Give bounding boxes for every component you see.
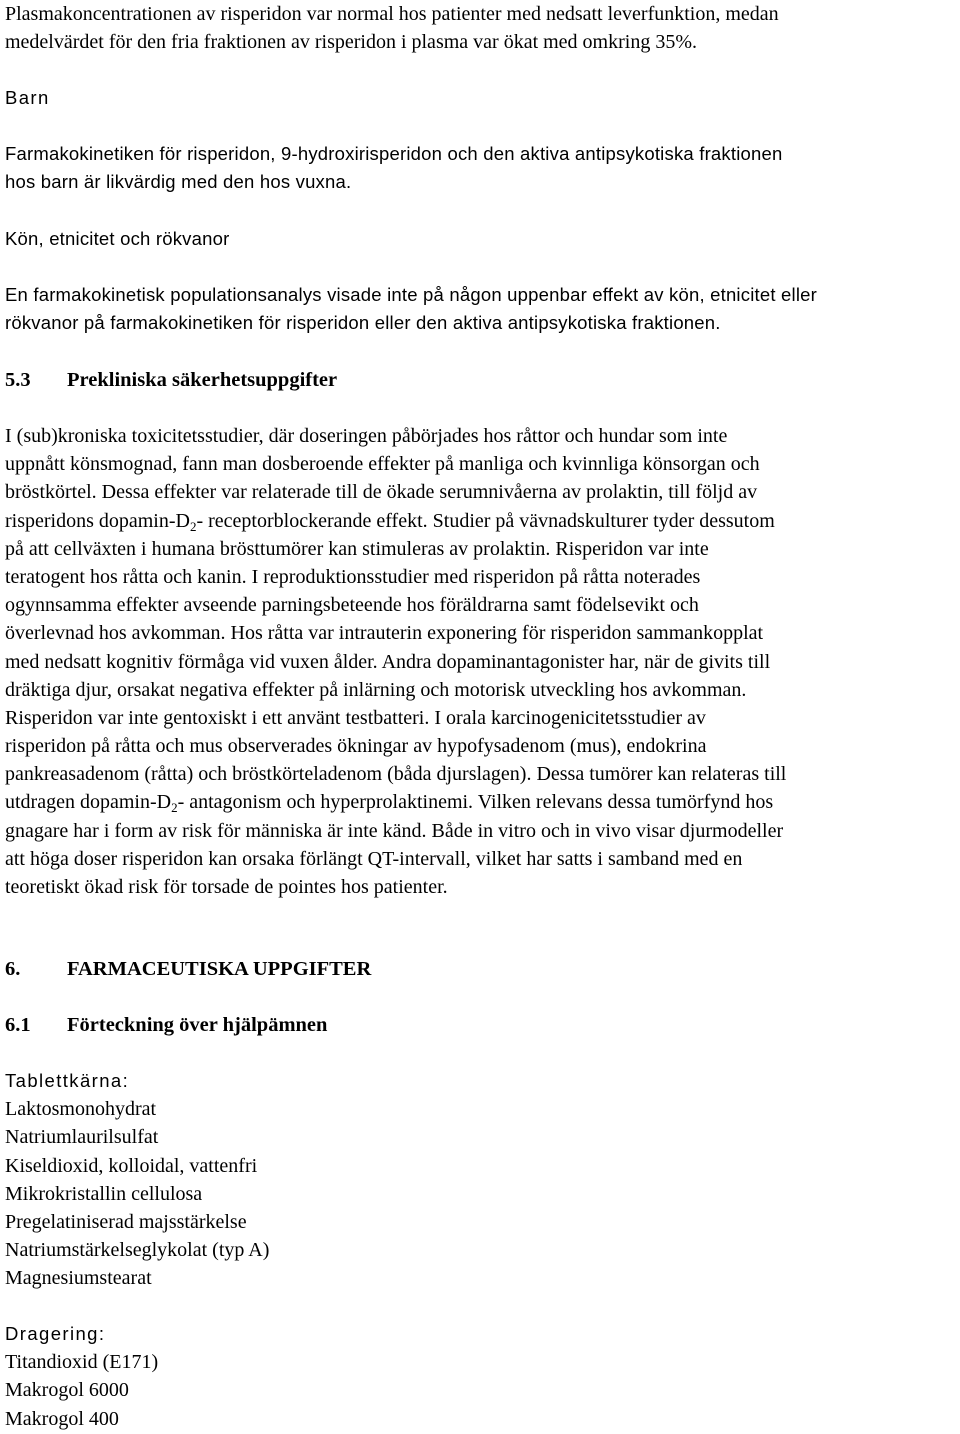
list-item: Laktosmonohydrat xyxy=(5,1098,157,1121)
list-item: Kiseldioxid, kolloidal, vattenfri xyxy=(5,1154,258,1177)
text-line: teratogent hos råtta och kanin. I reproduktionsstudier med risperidon på råtta noterades xyxy=(5,565,701,588)
list-item: Pregelatiniserad majsstärkelse xyxy=(5,1210,247,1233)
list-item: Natriumstärkelseglykolat (typ A) xyxy=(5,1239,270,1262)
section-5-3-paragraph xyxy=(5,422,957,901)
text-line: att höga doser risperidon kan orsaka förlängt QT-intervall, vilket har satts i samband med en xyxy=(5,847,743,870)
text-line xyxy=(5,788,957,816)
text-line: med nedsatt kognitiv förmåga vid vuxen ålder. Andra dopaminantagonister har, när de givits till xyxy=(5,650,771,673)
list-item: Natriumlaurilsulfat xyxy=(5,1126,159,1149)
text-line: hos barn är likvärdig med den hos vuxna. xyxy=(5,171,352,193)
intro-paragraph xyxy=(5,0,957,56)
text-line xyxy=(5,507,957,535)
list-item: Titandioxid (E171) xyxy=(5,1351,159,1374)
subscript: 2 xyxy=(171,800,178,816)
section-number: 5.3 xyxy=(5,369,31,391)
text-line: bröstkörtel. Dessa effekter var relaterade till de ökade serumnivåerna av prolaktin, till följd av xyxy=(5,481,758,504)
section-title: FARMACEUTISKA UPPGIFTER xyxy=(67,958,372,980)
section-number: 6. xyxy=(5,958,21,980)
text-line: ogynnsamma effekter avseende parningsbeteende hos föräldrarna samt födelsevikt och xyxy=(5,594,699,617)
list-item: Makrogol 400 xyxy=(5,1407,119,1430)
text-fragment: utdragen dopamin-D xyxy=(5,791,172,814)
text-line: I (sub)kroniska toxicitetsstudier, där doseringen påbörjades hos råttor och hundar som inte xyxy=(5,425,728,447)
text-line: risperidon på råtta och mus observerades ökningar av hypofysadenom (mus), endokrina xyxy=(5,735,707,758)
kon-heading xyxy=(5,225,957,253)
text-line: uppnått könsmognad, fann man dosberoende effekter på manliga och kvinnliga könsorgan och xyxy=(5,453,760,476)
text-fragment: - receptorblockerande effekt. Studier på vävnadskulturer tyder dessutom xyxy=(196,509,775,532)
list-label: Dragering: xyxy=(5,1323,106,1344)
text-line: Farmakokinetiken för risperidon, 9-hydroxirisperidon och den aktiva antipsykotiska fraktionen xyxy=(5,143,783,164)
kon-paragraph xyxy=(5,281,957,337)
section-title: Prekliniska säkerhetsuppgifter xyxy=(67,369,338,391)
text-line: överlevnad hos avkomman. Hos råtta var intrauterin exponering för risperidon sammankopplat xyxy=(5,622,764,645)
dragering-list xyxy=(5,1320,957,1433)
subheading-text: Barn xyxy=(5,87,50,108)
text-line: medelvärdet för den fria fraktionen av risperidon i plasma var ökat med omkring 35%. xyxy=(5,31,697,54)
text-fragment: - antagonism och hyperprolaktinemi. Vilken relevans dessa tumörfynd hos xyxy=(177,791,774,814)
text-line: teoretiskt ökad risk för torsade de pointes hos patienter. xyxy=(5,876,448,898)
text-line: pankreasadenom (råtta) och bröstkörteladenom (båda djurslagen). Dessa tumörer kan relateras till xyxy=(5,763,787,786)
section-6-heading xyxy=(5,955,957,983)
text-line: dräktiga djur, orsakat negativa effekter på inlärning och motorisk utveckling hos avkomman. xyxy=(5,678,747,701)
subscript: 2 xyxy=(189,518,197,534)
tablettkarna-list xyxy=(5,1067,957,1293)
list-item: Makrogol 6000 xyxy=(5,1379,129,1402)
section-6-1-heading xyxy=(5,1011,957,1039)
text-fragment: risperidons dopamin-D xyxy=(5,509,190,532)
text-line: rökvanor på farmakokinetiken för risperidon eller den aktiva antipsykotiska fraktionen. xyxy=(5,312,721,334)
text-line: på att cellväxten i humana brösttumörer kan stimuleras av prolaktin. Risperidon var inte xyxy=(5,537,709,560)
barn-heading xyxy=(5,84,957,112)
section-5-3-heading xyxy=(5,366,957,394)
list-item: Magnesiumstearat xyxy=(5,1267,152,1290)
section-title: Förteckning över hjälpämnen xyxy=(67,1014,328,1036)
text-line: Plasmakoncentrationen av risperidon var normal hos patienter med nedsatt leverfunktion, medan xyxy=(5,3,779,25)
subheading-text: Kön, etnicitet och rökvanor xyxy=(5,228,230,249)
text-line: En farmakokinetisk populationsanalys visade inte på någon uppenbar effekt av kön, etnicitet eller xyxy=(5,284,817,305)
list-item: Mikrokristallin cellulosa xyxy=(5,1182,203,1205)
text-line: Risperidon var inte gentoxiskt i ett använt testbatteri. I orala karcinogenicitetsstudier av xyxy=(5,706,706,729)
text-line: gnagare har i form av risk för människa är inte känd. Både in vitro och in vivo visar djurmodeller xyxy=(5,819,784,842)
list-label: Tablettkärna: xyxy=(5,1070,130,1091)
barn-paragraph xyxy=(5,140,957,196)
section-number: 6.1 xyxy=(5,1014,31,1036)
